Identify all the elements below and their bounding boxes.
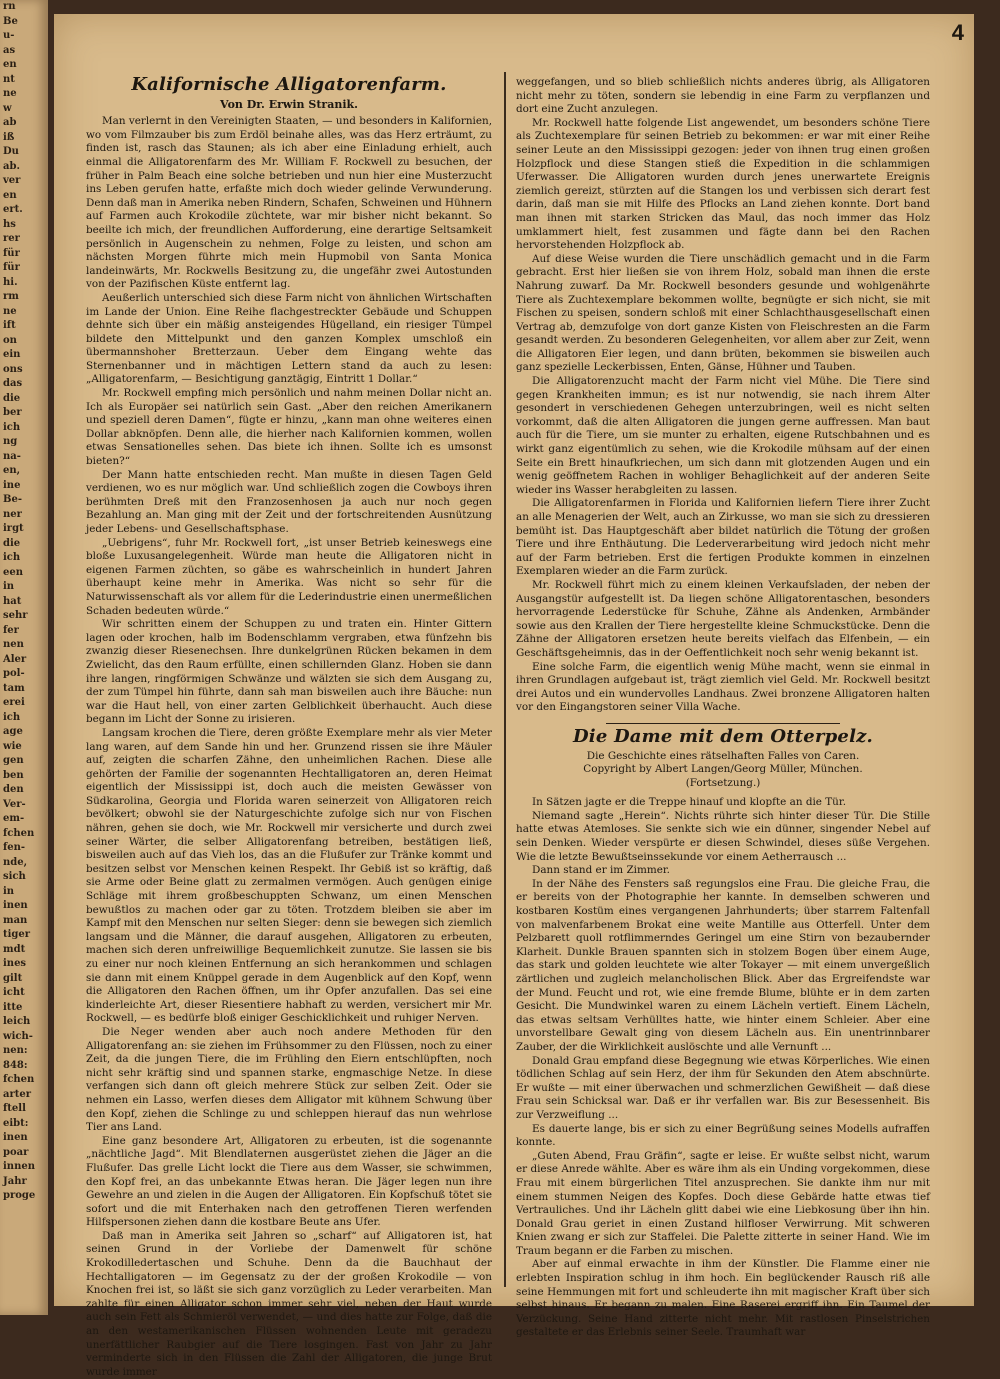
spine-word: ab. xyxy=(3,160,20,172)
spine-word: hs xyxy=(3,218,16,230)
spine-word: sich xyxy=(3,871,26,882)
spine-word: erei xyxy=(3,697,25,708)
paragraph: „Uebrigens“, fuhr Mr. Rockwell fort, „ist unser Betrieb keineswegs eine bloße Luxusangelegenheit. Würde man heute die Alligatoren nicht in eigenen Farmen züchten, so gäbe es wahrscheinlich in hundert Jahren überhaupt keine mehr in Amerika. Was nicht so sehr für die Naturwissenschaft als vor allem für die Lederindustrie einen unermeßlichen Schaden bedeuten würde.“ xyxy=(86,536,492,617)
spine-word: arter xyxy=(3,1088,31,1100)
spine-word: inen xyxy=(3,900,28,911)
spine-word: w xyxy=(3,102,12,114)
spine-word: pol- xyxy=(3,668,25,679)
spine-word: ner xyxy=(3,508,22,520)
spine-word: na- xyxy=(3,450,21,462)
spine-word: tiger xyxy=(3,929,31,940)
spine-word: nen xyxy=(3,639,24,650)
spine-word: für xyxy=(3,262,20,273)
paragraph: In Sätzen jagte er die Treppe hinauf und klopfte an die Tür. xyxy=(532,796,846,809)
spine-word: icht xyxy=(3,987,25,998)
paragraph: In der Nähe des Fensters saß regungslos eine Frau. Die gleiche Frau, die er bereits von der Photographie her kannte. In demselben schweren und kostbaren Kostüm eines vergangenen Jahrhunderts; über starrem Faltenfall von malvenfarbenem Brokat eine weite Mantille aus Otterfell. Unter dem Pelzbarett quoll rotflimmerndes Geringel um eine Stirn von bezaubernder Klarheit. Dunkle Brauen spannten sich in stolzem Bogen über einem Auge, das stark und golden leuchtete wie alter Tokayer — mit einem unvergeßlich zärtlichen und zugleich melancholischen Blick. Aber das Ergreifendste war der Mund. Feucht und rot, wie eine fremde Blume, blühte er in dem zarten Gesicht. Die Mundwinkel waren zu einem Lächeln vertieft. Einem Lächeln, das etwas seltsam Verhülltes hatte, wie hinter einem Schleier. Aber eine unvorstellbare Gewalt ging von diesem Lächeln aus. Ein unentrinnbarer Zauber, der die Wirklichkeit auslöschte und alle Vernunft ... xyxy=(516,877,930,1053)
paragraph: Der Mann hatte entschieden recht. Man mußte in diesen Tagen Geld verdienen, wo es nur möglich war. Und schließlich zogen die Cowboys ihren berühmten Dreß mit den Franzosenhosen ja auch nur noch gegen Bezahlung an. Man ging mit der Zeit und der fortschreitenden Ausnützung jeder Lebens- und Gesellschaftsphase. xyxy=(86,468,492,535)
spine-word: ein xyxy=(3,349,21,360)
paragraph: Die Neger wenden aber auch noch andere Methoden für den Alligatorenfang an: sie ziehen im Frühsommer zu den Flüssen, noch zu einer Zeit, da die jungen Tiere, die im Frühling den Eiern entschlüpften, noch nicht sehr kräftig sind und spannen starke, engmaschige Netze. In diese verfangen sich dann oft gleich mehrere Stück zur selben Zeit. Oder sie nehmen ein Lasso, werfen dieses dem Alligator mit kühnem Schwung über den Kopf, ziehen die Schlinge zu und schleppen hierauf das nun wehrlose Tier ans Land. xyxy=(86,1025,492,1134)
spine-word: nen: xyxy=(3,1045,28,1056)
spine-word: gen xyxy=(3,755,24,766)
spine-word: poar xyxy=(3,1146,29,1158)
spine-word: age xyxy=(3,726,23,737)
paragraph: Langsam krochen die Tiere, deren größte Exemplare mehr als vier Meter lang waren, auf dem Sande hin und her. Grunzend rissen sie ihre Mäuler auf, zeigten die scharfen Zähne, den unheimlichen Rachen. Diese alle gehörten der Familie der sogenannten Hechtalligatoren an, deren Heimat eigentlich der Mississippi ist, doch auch die meisten Gewässer von Südkarolina, Georgia und Florida waren seinerzeit von Alligatoren reich bevölkert; obwohl sie der Naturgeschichte zufolge sich nur von Fischen nähren, gehen sie doch, wie Mr. Rockwell mir versicherte und durch zwei seiner Wärter, die selber Alligatorenfang betreiben, bestätigen ließ, bisweilen auch auf das Vieh los, das an die Flußufer zur Tränke kommt und besitzen selbst vor Menschen keinen Respekt. Ihr Gebiß ist so kräftig, daß sie Arme oder Beine glatt zu zermalmen vermögen. Auch genügen einige Schläge mit ihrem großbeschuppten Schwanz, um einen Menschen bewußtlos zu machen oder gar zu töten. Trotzdem bleiben sie aber im Kampf mit den Menschen nur selten Sieger: denn sie bewegen sich ziemlich langsam und die Männer, die darauf ausgehen, Alligatoren zu erbeuten, machen sich deren unfreiwillige Bequemlichkeit zunutze. Sie lassen sie bis zu einer nur noch kleinen Entfernung an sich herankommen und schlagen sie dann mit einem Knüppel gerade in dem Augenblick auf den Kopf, wenn die Alligatoren den Rachen öffnen, um ihr Opfer anzufallen. Das sei eine kinderleichte Art, dieser Riesentiere habhaft zu werden, versichert mir Mr. Rockwell, — es bedürfe bloß einiger Geschicklichkeit und ruhiger Nerven. xyxy=(86,726,492,1025)
paragraph: Eine ganz besondere Art, Alligatoren zu erbeuten, ist die sogenannte „nächtliche Jagd“. Mit Blendlaternen ausgerüstet ziehen die Jäger an die Flußufer. Das grelle Licht lockt die Tiere aus dem Wasser, sie schwimmen, den Kopf frei, an das unbekannte Etwas heran. Die Jäger legen nun ihre Gewehre an und zielen in die Augen der Alligatoren. Ein Kopfschuß tötet sie sofort und die mit Enterhaken nach den getroffenen Tieren werfenden Hilfspersonen ziehen dann die kostbare Beute ans Ufer. xyxy=(86,1134,492,1229)
spine-word: tam xyxy=(3,682,25,694)
spine-word: Be- xyxy=(3,494,22,505)
spine-word: wich- xyxy=(3,1030,33,1042)
article-body-left xyxy=(86,115,492,1379)
spine-word: in xyxy=(3,885,15,897)
paragraph: weggefangen, und so blieb schließlich nichts anderes übrig, als Alligatoren nicht mehr zu töten, sondern sie lebendig in eine Farm zu verpflanzen und dort eine Zucht anzulegen. xyxy=(516,76,930,116)
spine-word: Jahr xyxy=(3,1175,27,1187)
spine-word: wie xyxy=(3,740,22,752)
story-copyright: Copyright by Albert Langen/Georg Müller, München. xyxy=(583,763,863,776)
paragraph: Aeußerlich unterschied sich diese Farm nicht von ähnlichen Wirtschaften im Lande der Union. Eine Reihe flachgestreckter Gebäude und Schuppen dehnte sich über ein mäßig ansteigendes Hügelland, ein riesiger Tümpel bildete den Mittelpunkt und den ganzen Komplex umschloß ein übermannshoher Bretterzaun. Ueber dem Eingang wehte das Sternenbanner und in mächtigen Lettern stand da auch zu lesen: „Alligatorenfarm, — Besichtigung ganztägig, Eintritt 1 Dollar.“ xyxy=(86,291,492,386)
spine-word: fchen xyxy=(3,827,35,839)
spine-word: Be xyxy=(3,15,18,27)
story-subtitle: Die Geschichte eines rätselhaften Falles von Caren. xyxy=(586,749,860,762)
newspaper-page xyxy=(54,14,974,1378)
story-title: Die Dame mit dem Otterpelz. xyxy=(572,725,874,747)
spine-word: nde, xyxy=(3,856,28,868)
spine-word: sehr xyxy=(3,610,28,621)
spine-word: ines xyxy=(3,958,27,969)
paragraph: Die Alligatorenzucht macht der Farm nicht viel Mühe. Die Tiere sind gegen Krankheiten immun; es ist nur notwendig, sie nach ihrem Alter gesondert in verschiedenen Gehegen unterzubringen, weil es nicht selten vorkommt, daß die alten Alligatoren die jungen gerne auffressen. Man baut auch für die Tiere, um sie munter zu erhalten, eigene Rutschbahnen und es wirkt ganz eigentümlich zu sehen, wie die Krokodile mühsam auf der einen Seite ein Brett hinaufkriechen, um sich dann mit glotzenden Augen und ein wenig geöffnetem Rachen in wohliger Behaglichkeit auf der anderen Seite wieder ins Wasser herabgleiten zu lassen. xyxy=(516,375,930,496)
left-column xyxy=(86,76,492,1379)
spine-word: fchen xyxy=(3,1074,35,1085)
spine-word: ich xyxy=(3,711,21,723)
spine-word: das xyxy=(3,378,23,389)
spine-word: en xyxy=(3,59,17,70)
spine-word: as xyxy=(3,44,16,56)
spine-word: rn xyxy=(3,1,16,12)
paragraph: Eine solche Farm, die eigentlich wenig Mühe macht, wenn sie einmal in ihren Grundlagen aufgebaut ist, trägt ziemlich viel Geld. Mr. Rockwell besitzt drei Autos und ein wundervolles Landhaus. Zwei bronzene Alligatoren halten vor den Eingangstoren seiner Villa Wache. xyxy=(516,660,930,714)
spine-word: proge xyxy=(3,1190,36,1201)
spine-word: on xyxy=(3,334,17,346)
paragraph: Daß man in Amerika seit Jahren so „scharf“ auf Alligatoren ist, hat seinen Grund in der Vorliebe der Damenwelt für schöne Krokodilledertaschen und Schuhe. Denn da die Bauchhaut der Hechtalligatoren — im Gegensatz zu der der großen Krokodile — von Knochen frei ist, so läßt sie sich ganz vorzüglich zu Leder verarbeiten. Man zahlte für einen Alligator schon immer sehr viel, neben der Haut wurde auch sein Fett als Schmieröl verwendet, — und dies hatte zur Folge, daß die an den westamerikanischen Flüssen wohnenden Leute mit geradezu unerfättlicher Raubgier auf die Tiere losgingen. Fast von Jahr zu Jahr verminderte sich in den Flüssen die Zahl der Alligatoren, die junge Brut wurde immer xyxy=(86,1229,492,1378)
spine-word: gilt xyxy=(3,972,23,984)
spine-word: ons xyxy=(3,363,23,375)
spine-word: fer xyxy=(3,624,19,636)
column-divider xyxy=(504,72,506,1287)
section-divider xyxy=(606,723,840,724)
spine-word: nt xyxy=(3,73,15,85)
spine-word: innen xyxy=(3,1161,35,1172)
spine-word: man xyxy=(3,914,28,926)
spine-word: rm xyxy=(3,291,19,302)
paragraph: Niemand sagte „Herein“. Nichts rührte sich hinter dieser Tür. Die Stille hatte etwas Atemloses. Sie senkte sich wie ein dünner, singender Nebel auf sein Denken. Wieder verspürte er diesen Schwindel, dieses süße Vergehen. Wie die letzte Bewußtseinssekunde vor einem Aetherrausch ... xyxy=(516,809,930,863)
spine-word: ift xyxy=(3,320,16,331)
spine-word: irgt xyxy=(3,523,24,534)
paragraph: Die Alligatorenfarmen in Florida und Kalifornien liefern Tiere ihrer Zucht an alle Menagerien der Welt, auch an Zirkusse, wo man sie sich zu dressieren bemüht ist. Das Hauptgeschäft aber bildet natürlich die Tötung der großen Tiere und ihre Enthäutung. Die Lederverarbeitung wird jedoch nicht mehr auf der Farm betrieben. Erst die fertigen Produkte kommen in einzelnen Exemplaren wieder an die Farm zurück. xyxy=(516,497,930,578)
paragraph: Mr. Rockwell empfing mich persönlich und nahm meinen Dollar nicht an. Ich als Europäer sei natürlich sein Gast. „Aber den reichen Amerikanern und speziell deren Damen“, fügte er hinzu, „kann man ohne weiteres einen Dollar abknöpfen. Denn alle, die hierher nach Kalifornien kommen, wollen etwas Sensationelles sehen. Das biete ich ihnen. Sollte ich es umsonst bieten?“ xyxy=(86,387,492,468)
page-number: 4 xyxy=(951,20,964,45)
spine-word: hi. xyxy=(3,276,18,288)
spine-word: ng xyxy=(3,436,18,447)
story-continuation: (Fortsetzung.) xyxy=(685,776,761,789)
facing-page-spine xyxy=(0,0,48,1315)
article-title: Kalifornische Alligatorenfarm. xyxy=(131,74,447,95)
spine-word: den xyxy=(3,784,24,795)
spine-word: 848: xyxy=(3,1059,28,1071)
spine-word: eibt: xyxy=(3,1117,29,1129)
spine-word: für xyxy=(3,247,20,259)
right-column xyxy=(516,76,930,1340)
spine-word: iß xyxy=(3,131,15,143)
spine-word: die xyxy=(3,392,21,404)
spine-word: in xyxy=(3,581,15,592)
spine-word: Aler xyxy=(3,653,27,665)
paragraph: Man verlernt in den Vereinigten Staaten, — und besonders in Kalifornien, wo vom Filmzauber bis zum Erdöl beinahe alles, was das Herz erträumt, zu finden ist, rasch das Staunen; als ich aber eine Einladung erhielt, auch einmal die Alligatorenfarm des Mr. William F. Rockwell zu besuchen, der früher in Palm Beach eine solche betrieben und nun hier eine Musterzucht ins Leben gerufen hatte, erfaßte mich doch wieder gelinde Verwunderung. Denn daß man in Amerika neben Rindern, Schafen, Schweinen und Hühnern auf Farmen auch Krokodile züchtete, war mir bisher nicht bekannt. So beeilte ich mich, der freundlichen Aufforderung, eine derartige Seltsamkeit persönlich in Augenschein zu nehmen, Folge zu leisten, und schon am nächsten Morgen führte mich mein Hupmobil von Santa Monica landeinwärts, Mr. Rockwells Besitzung zu, die ungefähr zwei Autostunden von der Pazifischen Küste entfernt lag. xyxy=(86,115,492,291)
spine-word: hat xyxy=(3,595,22,607)
spine-word: ne xyxy=(3,88,17,99)
paragraph: Wir schritten einem der Schuppen zu und traten ein. Hinter Gittern lagen oder krochen, halb im Bodenschlamm vergraben, etwa fünfzehn bis zwanzig dieser Riesenechsen. Ihre dunkelgrünen Rücken bekamen in dem Zwielicht, das den Raum erfüllte, einen schillernden Glanz. Hoben sie dann ihre langen, ringförmigen Schwänze und wälzten sie sich dem Ausgang zu, der zum Tümpel hin führte, dann sah man bisweilen auch ihre Bäuche: nun war die Haut hell, von einer zarten Gelblichkeit überhaucht. Auch diese begann im Licht der Sonne zu irisieren. xyxy=(86,618,492,726)
spine-word: een xyxy=(3,566,23,578)
spine-word: ab xyxy=(3,117,17,128)
paragraph: Donald Grau empfand diese Begegnung wie etwas Körperliches. Wie einen tödlichen Schlag auf sein Herz, der ihm für Sekunden den Atem abschnürte. Er wußte — mit einer überwachen und schmerzlichen Gewißheit — daß diese Frau sein Schicksal war. Daß er ihr verfallen war. Bis zur Besessenheit. Bis zur Verzweiflung ... xyxy=(516,1054,930,1121)
spine-word: en, xyxy=(3,465,21,476)
paragraph: Mr. Rockwell hatte folgende List angewendet, um besonders schöne Tiere als Zuchtexemplare für seinen Betrieb zu bekommen: er war mit einer Reihe seiner Leute an den Mississippi gezogen: jeder von ihnen trug einen großen Holzpflock und diese Stangen stieß die Expedition in die schlammigen Uferwasser. Die Alligatoren wurden durch jenes unerwartete Ereignis ziemlich gereizt, stürzten auf die Stangen los und verbissen sich derart fest darin, daß man sie mit Hilfe des Pflocks an Land ziehen konnte. Dort band man ihnen mit starken Stricken das Maul, das noch immer das Holz umklammert hielt, fest zusammen und fägte dann bei den Rachen hervorstehenden Holzpflock ab. xyxy=(516,116,930,252)
spine-word: fen- xyxy=(3,842,26,853)
spine-word: ftell xyxy=(3,1103,26,1114)
spine-word: ich xyxy=(3,421,21,433)
spine-word: en xyxy=(3,189,17,201)
spine-word: rer xyxy=(3,233,20,244)
spine-word: u- xyxy=(3,30,15,41)
spine-word: inen xyxy=(3,1132,28,1143)
paragraph: Auf diese Weise wurden die Tiere unschädlich gemacht und in die Farm gebracht. Erst hier ließen sie von ihrem Holz, sobald man ihnen die erste Nahrung zuwarf. Da Mr. Rockwell besonders gesunde und wohlgenährte Tiere als Zuchtexemplare bekommen wollte, begnügte er sich nicht, sie mit Fischen zu speisen, sondern schloß mit einer Schlachthausgesellschaft einen Vertrag ab, demzufolge von dort ganze Kisten von Fleischresten an die Farm gesandt werden. Zu besonderen Gelegenheiten, vor allem aber zur Zeit, wenn die Alligatoren Eier legen, und dann brüten, bekommen sie bisweilen auch ganz spezielle Leckerbissen, Enten, Gänse, Hühner und Tauben. xyxy=(516,252,930,374)
spine-word: Du xyxy=(3,146,19,157)
paragraph: Dann stand er im Zimmer. xyxy=(532,864,670,877)
spine-word: Ver- xyxy=(3,798,26,810)
paragraph: „Guten Abend, Frau Gräfin“, sagte er leise. Er wußte selbst nicht, warum er diese Anrede wählte. Aber es wäre ihm als ein Unding vorgekommen, diese Frau mit einem bürgerlichen Titel anzusprechen. Sie dankte ihm nur mit einem stummen Neigen des Kopfes. Doch diese Gebärde hatte etwas tief Vertrauliches. Und ihr Lächeln glitt dabei wie eine Liebkosung über ihn hin. Donald Grau geriet in einen Zustand hilfloser Verwirrung. Mit schweren Knien zwang er sich zur Staffelei. Die Palette zitterte in seiner Hand. Wie im Traum begann er die Farben zu mischen. xyxy=(516,1149,930,1257)
spine-word: ine xyxy=(3,479,21,491)
spine-word: ert. xyxy=(3,204,23,215)
spine-word: die xyxy=(3,537,21,549)
spine-word: ber xyxy=(3,407,22,418)
paragraph: Aber auf einmal erwachte in ihm der Künstler. Die Flamme einer nie erlebten Inspiration schlug in ihm hoch. Ein beglückender Rausch riß alle seine Hemmungen mit fort und schleuderte ihn mit magischer Kraft über sich selbst hinaus. Er begann zu malen. Eine Raserei ergriff ihn. Ein Taumel der Verzückung. Seine Hand zitterte nicht mehr. Mit rastlosen Pinselstrichen gestaltete er das Erlebnis seiner Seele. Traumhaft war xyxy=(516,1258,930,1339)
spine-word: em- xyxy=(3,813,25,824)
spine-word: leich xyxy=(3,1016,31,1027)
spine-word: ben xyxy=(3,769,24,781)
spine-word: ich xyxy=(3,552,21,563)
paragraph: Mr. Rockwell führt mich zu einem kleinen Verkaufsladen, der neben der Ausgangstür aufgestellt ist. Da liegen schöne Alligatorentaschen, besonders hervorragende Lederstücke für Schuhe, Zähne als Andenken, Armbänder sowie aus den Krallen der Tiere hergestellte kleine Schmuckstücke. Denn die Zähne der Alligatoren ersetzen heute bereits vielfach das Elfenbein, — ein Geschäftsgeheimnis, das in der Oeffentlichkeit noch sehr wenig bekannt ist. xyxy=(516,578,930,659)
spine-word: ne xyxy=(3,305,17,317)
paragraph: Es dauerte lange, bis er sich zu einer Begrüßung seines Modells aufraffen konnte. xyxy=(516,1122,930,1149)
spine-word: mdt xyxy=(3,943,26,955)
spine-word: itte xyxy=(3,1001,23,1013)
spine-word: ver xyxy=(3,175,21,186)
article-byline: Von Dr. Erwin Stranik. xyxy=(220,97,358,111)
